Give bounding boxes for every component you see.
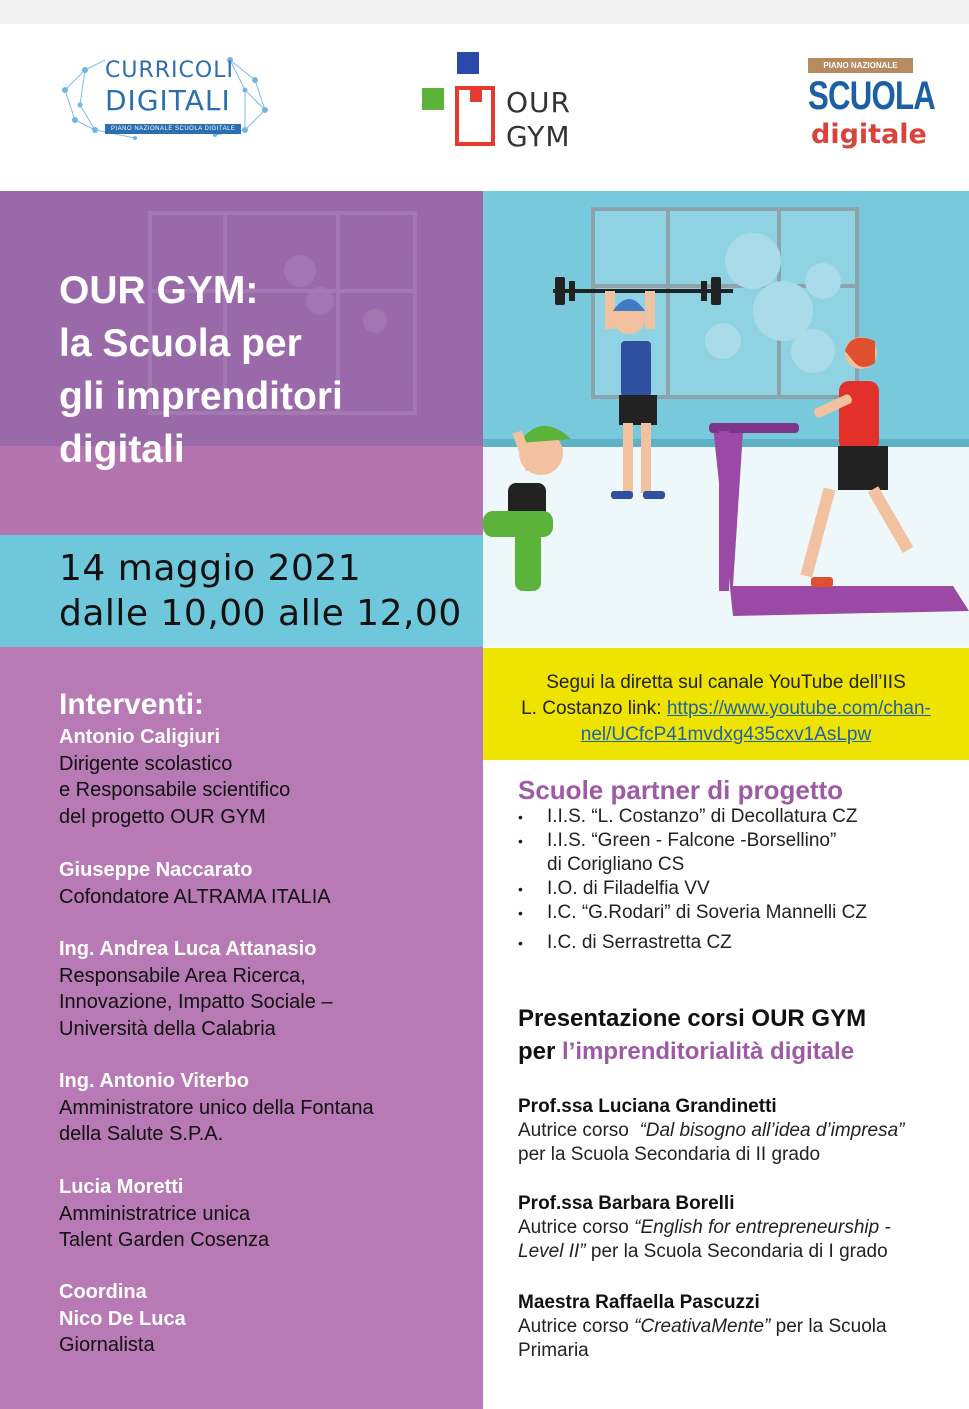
scuola-digitale-logo [805, 58, 936, 154]
list-item [518, 877, 948, 901]
list-item [518, 829, 948, 877]
scuola-logo-top: PIANO NAZIONALE [808, 58, 913, 73]
youtube-line3 [483, 722, 969, 748]
title-line: la Scuola per [59, 322, 302, 365]
presentation-line1: Presentazione corsi OUR GYM [518, 1005, 867, 1032]
course-author: Prof.ssa Barbara Borelli [518, 1193, 735, 1214]
youtube-banner [483, 648, 969, 760]
youtube-line2 [483, 696, 969, 722]
our-gym-mark [420, 50, 500, 150]
bullet: • [518, 809, 523, 825]
page-title [59, 264, 459, 476]
bullet: • [518, 881, 523, 897]
course-author: Prof.ssa Luciana Grandinetti [518, 1096, 777, 1117]
speaker-role: della Salute S.P.A. [59, 1123, 224, 1145]
bullet: • [518, 833, 523, 849]
partner-name-continued: di Corigliano CS [547, 854, 685, 875]
partner-name: I.C. “G.Rodari” di Soveria Mannelli CZ [547, 902, 867, 923]
partner-name: I.I.S. “L. Costanzo” di Decollatura CZ [547, 806, 858, 827]
curricoli-logo-line1: CURRICOLI [105, 58, 234, 83]
speaker-name: Ing. Andrea Luca Attanasio [59, 938, 317, 960]
speaker-name: Ing. Antonio Viterbo [59, 1070, 249, 1092]
course-line2: Primaria [518, 1340, 589, 1361]
course-line1 [518, 1119, 948, 1143]
scuola-logo-bottom: digitale [811, 119, 927, 150]
partners-title: Scuole partner di progetto [518, 775, 844, 805]
course-title: “Dal bisogno all’idea d’impresa” [639, 1120, 905, 1141]
our-gym-logo-line2: GYM [506, 120, 571, 153]
course-item [518, 1192, 948, 1264]
speaker-role: Talent Garden Cosenza [59, 1229, 270, 1251]
youtube-line1: Segui la diretta sul canale YouTube dell’IIS [546, 672, 906, 693]
speaker-role: Innovazione, Impatto Sociale – [59, 991, 333, 1013]
speaker-entry [59, 1174, 479, 1254]
speaker-role: Responsabile Area Ricerca, [59, 964, 306, 987]
course-title: “English for entrepreneurship - [634, 1217, 891, 1238]
speaker-role: Cofondatore ALTRAMA ITALIA [59, 885, 331, 908]
speaker-role: Amministratrice unica [59, 1202, 251, 1225]
partner-name: I.I.S. “Green - Falcone -Borsellino” [547, 830, 837, 851]
presentation-title [518, 1002, 866, 1068]
presentation-prefix: per [518, 1038, 563, 1065]
partner-name: I.C. di Serrastretta CZ [547, 932, 732, 953]
course-line2: per la Scuola Secondaria di II grado [518, 1144, 821, 1165]
title-line: gli imprenditori [59, 375, 343, 418]
our-gym-logo-line1: OUR [506, 86, 571, 119]
course-item [518, 1095, 948, 1167]
title-line: OUR GYM: [59, 269, 259, 312]
speakers-heading: Interventi: [59, 688, 205, 721]
list-item [518, 805, 948, 829]
list-item [518, 931, 948, 955]
speaker-role: Università della Calabria [59, 1017, 276, 1040]
youtube-link[interactable]: https://www.youtube.com/chan- [666, 698, 931, 719]
course-audience: per la Scuola Secondaria di I grado [585, 1241, 888, 1262]
course-prefix: Autrice corso [518, 1120, 640, 1141]
event-time: dalle 10,00 alle 12,00 [59, 593, 462, 634]
scuola-logo-mid: SCUOLA [808, 74, 936, 118]
course-prefix: Autrice corso [518, 1217, 635, 1238]
list-item [518, 901, 948, 925]
partner-name: I.O. di Filadelfia VV [547, 878, 710, 899]
course-line2 [518, 1240, 948, 1264]
speaker-entry [59, 724, 479, 830]
course-prefix: Autrice corso [518, 1316, 635, 1337]
curricoli-logo-subtitle: PIANO NAZIONALE SCUOLA DIGITALE [105, 124, 241, 134]
top-strip [0, 0, 969, 24]
curricoli-logo-line2: DIGITALI [105, 84, 231, 117]
speaker-role: Giornalista [59, 1334, 155, 1356]
speaker-role: Amministratore unico della Fontana [59, 1096, 374, 1119]
speaker-entry [59, 936, 479, 1042]
speaker-entry [59, 1068, 479, 1148]
speaker-name: Lucia Moretti [59, 1176, 184, 1198]
bullet: • [518, 935, 523, 951]
speaker-name: Nico De Luca [59, 1307, 186, 1330]
speaker-entry [59, 1279, 479, 1359]
gym-illustration [483, 191, 969, 647]
youtube-prefix: L. Costanzo link: [521, 698, 667, 719]
presentation-accent: l’imprenditorialità digitale [562, 1038, 855, 1065]
course-title: “CreativaMente” [634, 1316, 771, 1337]
course-line1 [518, 1315, 948, 1339]
gym-scene [483, 191, 969, 647]
curricoli-digitali-logo [55, 30, 270, 150]
speaker-name: Antonio Caligiuri [59, 726, 221, 748]
date-panel [0, 535, 483, 647]
title-line: digitali [59, 428, 185, 471]
presentation-line2 [518, 1035, 866, 1068]
speaker-entry [59, 857, 479, 910]
speaker-role: del progetto OUR GYM [59, 805, 266, 828]
speaker-role: e Responsabile scientifico [59, 779, 291, 801]
course-author: Maestra Raffaella Pascuzzi [518, 1292, 760, 1313]
course-title-continued: Level II” [518, 1241, 586, 1262]
course-item [518, 1291, 948, 1363]
partners-list [518, 805, 948, 955]
youtube-link-continued[interactable]: nel/UCfcP41mvdxg435cxv1AsLpw [580, 724, 872, 745]
speaker-name: Giuseppe Naccarato [59, 859, 253, 881]
our-gym-logo [420, 50, 590, 153]
event-date: 14 maggio 2021 [59, 548, 362, 589]
course-audience: per la Scuola [770, 1316, 887, 1337]
coordinator-label: Coordina [59, 1281, 147, 1303]
speaker-role: Dirigente scolastico [59, 752, 233, 775]
bullet: • [518, 905, 523, 921]
course-line1 [518, 1216, 948, 1240]
